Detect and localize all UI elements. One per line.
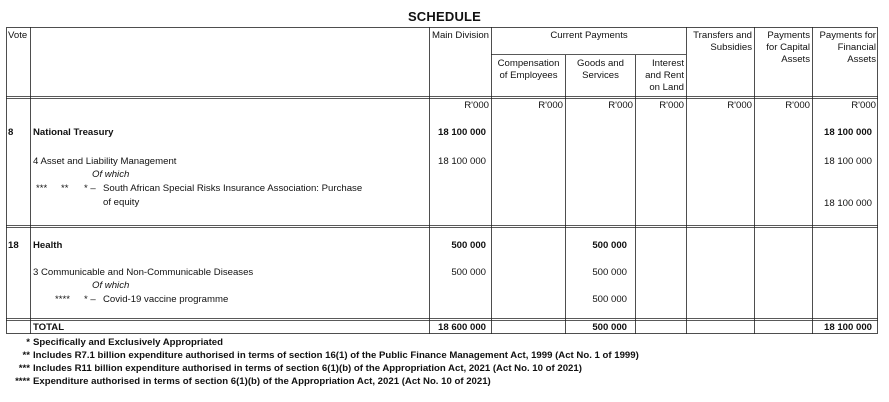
vote-18-name: Health (33, 240, 63, 251)
header-financial-2: Financial (837, 42, 876, 53)
header-compensation-2: of Employees (499, 70, 558, 81)
vote-8-item-financial: 18 100 000 (823, 198, 872, 209)
footnote-3-mark: *** (18, 363, 30, 374)
header-goods-1: Goods and (577, 58, 624, 69)
footnote-1-text: Specifically and Exclusively Appropriated (33, 337, 223, 348)
unit-transfers: R'000 (727, 100, 752, 111)
footnote-4-text: Expenditure authorised in terms of section 6(1)(b) of the Appropriation Act, 2021 (Act No. 10 of 2021) (33, 376, 491, 387)
vote-8-mark-single: * – (84, 183, 96, 194)
vote-18-program-main: 500 000 (451, 267, 486, 278)
total-financial: 18 100 000 (823, 322, 872, 333)
schedule-title: SCHEDULE (407, 9, 482, 24)
vote-18-main-division: 500 000 (451, 240, 486, 251)
vote-8-mark-triple: *** (36, 183, 48, 194)
vote-8-name: National Treasury (33, 127, 114, 138)
header-interest-3: on Land (649, 82, 684, 93)
vote-8-of-which: Of which (92, 169, 130, 180)
header-main-division: Main Division (431, 30, 490, 41)
vote-18-program: 3 Communicable and Non-Communicable Diseases (33, 267, 254, 278)
total-label: TOTAL (33, 322, 65, 333)
unit-goods: R'000 (608, 100, 633, 111)
header-capital-2: for Capital (766, 42, 810, 53)
unit-interest: R'000 (659, 100, 684, 111)
header-goods-2: Services (582, 70, 619, 81)
footnote-1-mark: * (26, 337, 30, 348)
vote-18-of-which: Of which (92, 280, 130, 291)
footnote-2 (0, 350, 639, 361)
header-vote: Vote (8, 30, 28, 41)
vote-18-item-goods: 500 000 (592, 294, 627, 305)
vote-8-main-division: 18 100 000 (437, 127, 486, 138)
vote-8-item-line-2: of equity (103, 197, 140, 208)
header-compensation-1: Compensation (497, 58, 560, 69)
unit-main-division: R'000 (464, 100, 489, 111)
header-interest-1: Interest (652, 58, 684, 69)
vote-18-goods: 500 000 (592, 240, 627, 251)
header-transfers-1: Transfers and (693, 30, 752, 41)
vote-18-item: Covid-19 vaccine programme (103, 294, 229, 305)
footnote-4 (0, 376, 491, 387)
vote-18-mark-single: * – (84, 294, 96, 305)
unit-compensation: R'000 (538, 100, 563, 111)
footnote-4-mark: **** (15, 376, 30, 387)
vote-18-number: 18 (8, 240, 19, 251)
vote-18-program-goods: 500 000 (592, 267, 627, 278)
vote-8-program-main: 18 100 000 (437, 156, 486, 167)
header-interest-2: and Rent (645, 70, 684, 81)
vote-8-program-financial: 18 100 000 (823, 156, 872, 167)
vote-8-mark-double: ** (61, 183, 69, 194)
footnote-2-text: Includes R7.1 billion expenditure authorised in terms of section 16(1) of the Public Finance Management Act, 1999 (Act No. 1 of 1999) (33, 350, 639, 361)
header-capital-1: Payments (767, 30, 810, 41)
header-financial-3: Assets (847, 54, 876, 65)
unit-financial: R'000 (851, 100, 876, 111)
vote-18-mark-quad: **** (55, 294, 70, 305)
header-transfers-2: Subsidies (710, 42, 752, 53)
total-main-division: 18 600 000 (437, 322, 486, 333)
footnote-2-mark: ** (22, 350, 30, 361)
vote-8-number: 8 (8, 127, 14, 138)
vote-8-program: 4 Asset and Liability Management (33, 156, 177, 167)
header-capital-3: Assets (781, 54, 810, 65)
total-goods: 500 000 (592, 322, 627, 333)
vote-8-financial: 18 100 000 (823, 127, 872, 138)
header-current-payments: Current Payments (550, 30, 628, 41)
vote-8-item-line-1: South African Special Risks Insurance Association: Purchase (103, 183, 363, 194)
header-financial-1: Payments for (819, 30, 876, 41)
footnote-3-text: Includes R11 billion expenditure authorised in terms of section 6(1)(b) of the Appropriation Act, 2021 (Act No. 10 of 2021) (33, 363, 582, 374)
footnote-3 (0, 363, 582, 374)
footnote-1 (0, 337, 223, 348)
unit-capital: R'000 (785, 100, 810, 111)
